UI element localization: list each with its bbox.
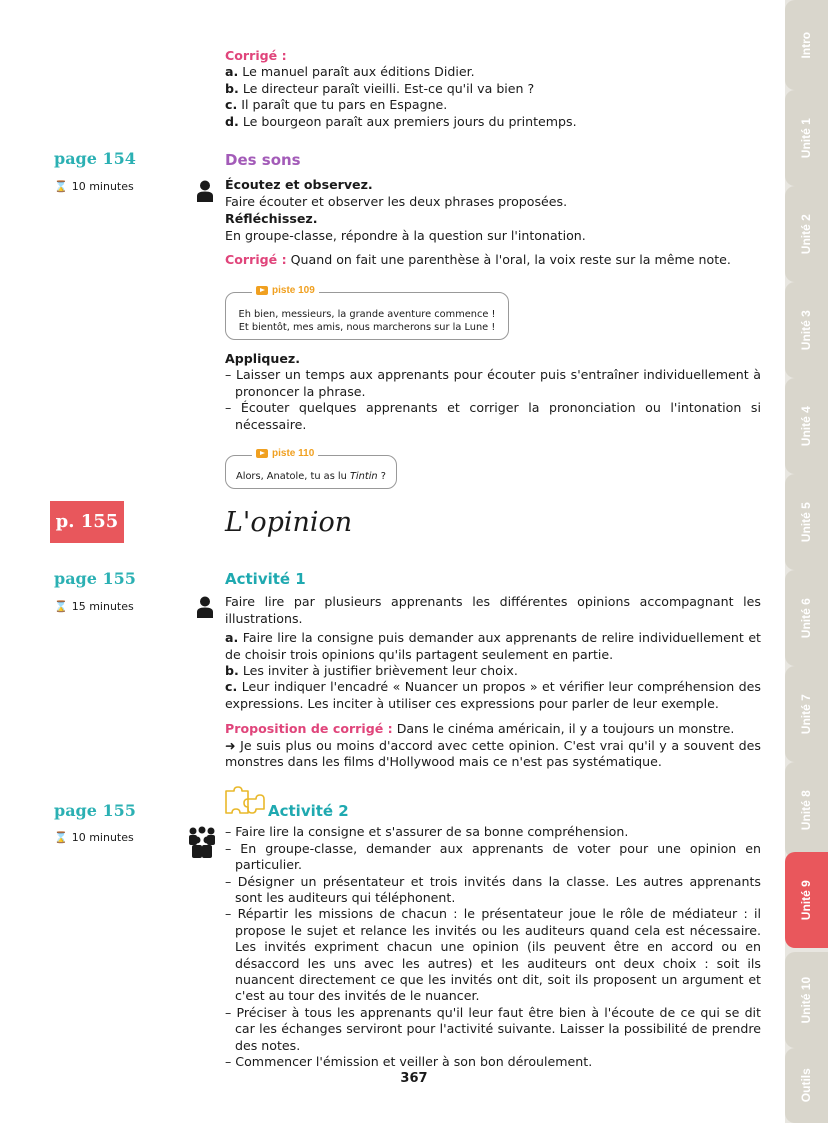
tab-label: Unité 1: [799, 117, 814, 159]
tab-label: Unité 5: [799, 501, 814, 543]
corrige-label: Corrigé :: [225, 48, 287, 63]
tab-label: Unité 9: [799, 879, 814, 921]
item-text: Leur indiquer l'encadré « Nuancer un propos » et vérifier leur compréhension des expressions. Les inciter à utiliser ces expressions pour parler de leur exemple.: [225, 679, 761, 711]
bubble-line: [226, 470, 396, 483]
item-text: Le directeur paraît vieilli. Est-ce qu'il va bien ?: [238, 80, 535, 96]
section-title: Des sons: [225, 151, 301, 169]
list-item: – Préciser à tous les apprenants qu'il leur faut être bien à l'écoute de ce qui se dit car les échanges serviront pour l'activité suivante. Laisser la possibilité de prendre des notes.: [225, 1004, 761, 1053]
bubble-line: Eh bien, messieurs, la grande aventure commence !: [238, 309, 496, 320]
tab-unite-7[interactable]: [785, 666, 828, 762]
corrige-item: [225, 81, 761, 97]
item-letter: a.: [225, 630, 239, 646]
corrige-line: [225, 252, 761, 268]
tab-label: Unité 3: [799, 309, 814, 351]
ecoutez-label: Écoutez et observez.: [225, 177, 373, 193]
hourglass-icon: ⌛: [54, 831, 68, 844]
duration-text: 15 minutes: [71, 600, 134, 613]
bubble-end: ?: [377, 471, 386, 482]
single-person-icon: [196, 180, 214, 202]
audio-track[interactable]: [252, 284, 319, 297]
page-number: 367: [400, 1071, 428, 1086]
proposition-text: Dans le cinéma américain, il y a toujours un monstre.: [392, 721, 735, 737]
item-text: Les inviter à justifier brièvement leur choix.: [238, 663, 518, 679]
tab-label: Intro: [799, 31, 814, 59]
ecoutez-text: Faire écouter et observer les deux phrases proposées.: [225, 193, 568, 209]
duration-text: 10 minutes: [71, 180, 134, 193]
activity-title: Activité 1: [225, 570, 306, 588]
duration-text: 10 minutes: [71, 831, 134, 844]
tab-unite-2[interactable]: [785, 186, 828, 282]
tab-unite-5[interactable]: [785, 474, 828, 570]
list-item: – Commencer l'émission et veiller à son bon déroulement.: [225, 1054, 593, 1070]
corrige-text: Quand on fait une parenthèse à l'oral, la voix reste sur la même note.: [286, 252, 731, 268]
proposition-line: [225, 721, 761, 737]
section-heading: L'opinion: [225, 507, 353, 538]
item-text: Il paraît que tu pars en Espagne.: [237, 97, 448, 113]
list-item: – Écouter quelques apprenants et corriger la prononciation ou l'intonation si nécessaire.: [225, 400, 761, 432]
reflechissez-label: Réfléchissez.: [225, 211, 318, 227]
audio-bubble: [225, 448, 397, 489]
corrige-item: [225, 114, 761, 130]
des-sons-section: [225, 152, 761, 268]
tab-unite-9[interactable]: [785, 852, 828, 948]
list-item: – Faire lire la consigne et s'assurer de sa bonne compréhension.: [225, 824, 629, 840]
list-item: – Désigner un présentateur et trois invités dans la classe. Les autres apprenants sont les auditeurs qui téléphonent.: [225, 873, 761, 906]
item-text: Faire lire la consigne puis demander aux apprenants de relire individuellement et de choisir trois opinions qu'ils partagent seulement en partie.: [225, 630, 761, 662]
item-letter: b.: [225, 80, 239, 96]
tab-unite-3[interactable]: [785, 282, 828, 378]
item-letter: a.: [225, 64, 239, 80]
list-item: – Laisser un temps aux apprenants pour écouter puis s'entraîner individuellement à prononcer la phrase.: [225, 367, 761, 399]
corrige-item: [225, 97, 761, 113]
item-letter: d.: [225, 113, 239, 129]
proposition-answer: ➜ Je suis plus ou moins d'accord avec cette opinion. C'est vrai qu'il y a souvent des monstres dans les films d'Hollywood mais ce n'est pas systématique.: [225, 737, 761, 770]
tab-unite-10[interactable]: [785, 952, 828, 1048]
corrige-item: [225, 64, 761, 80]
tab-unite-8[interactable]: [785, 762, 828, 858]
tab-unite-6[interactable]: [785, 570, 828, 666]
tab-label: Unité 6: [799, 597, 814, 639]
track-label: piste 109: [272, 285, 315, 296]
tab-unite-4[interactable]: [785, 378, 828, 474]
activity-title: Activité 2: [268, 802, 349, 820]
play-icon: [256, 449, 268, 458]
unit-tabs: [785, 0, 828, 1123]
appliquez-block: [225, 351, 761, 433]
activity-item: [225, 679, 761, 712]
corrige-label: Corrigé :: [225, 252, 287, 268]
bubble-italic: Tintin: [349, 471, 378, 482]
page-ref: page 155: [54, 569, 136, 588]
proposition-label: Proposition de corrigé :: [225, 721, 393, 737]
item-letter: c.: [225, 97, 238, 113]
tab-intro[interactable]: [785, 0, 828, 90]
appliquez-label: Appliquez.: [225, 351, 301, 366]
duration: [54, 599, 134, 615]
list-item: – Répartir les missions de chacun : le présentateur joue le rôle de médiateur : il propose le sujet et relance les invités ou les auditeurs quand cela est nécessaire. Les invités expriment chacun une opinion (ils peuvent être en accord ou en désaccord les uns avec les autres) et les auditeurs ont deux choix : soit ils nuancent directement ce que les invités ont dit, soit ils proposent un argument et c'est au tour des invités de le nuancer.: [225, 906, 761, 1004]
tab-label: Unité 8: [799, 789, 814, 831]
play-icon: [256, 286, 268, 295]
tab-label: Unité 7: [799, 693, 814, 735]
bubble-line: Et bientôt, mes amis, nous marcherons sur la Lune !: [238, 322, 496, 333]
intro-corrige: [225, 48, 761, 130]
item-text: Le manuel paraît aux éditions Didier.: [238, 64, 475, 80]
item-letter: c.: [225, 679, 238, 695]
activity-item: [225, 630, 761, 663]
item-letter: b.: [225, 663, 239, 679]
activite-2-section: [225, 803, 761, 1071]
activity-intro: Faire lire par plusieurs apprenants les différentes opinions accompagnant les illustrations.: [225, 594, 761, 626]
activite-1-section: [225, 571, 761, 770]
tab-label: Unité 10: [799, 976, 814, 1024]
duration: [54, 830, 134, 846]
reflechissez-text: En groupe-classe, répondre à la question sur l'intonation.: [225, 227, 586, 243]
hourglass-icon: ⌛: [54, 180, 68, 193]
page-badge: p. 155: [50, 501, 124, 543]
page-ref: page 154: [54, 149, 136, 168]
tab-label: Unité 2: [799, 213, 814, 255]
audio-bubble: [225, 285, 509, 340]
track-label: piste 110: [272, 448, 315, 459]
tab-unite-1[interactable]: [785, 90, 828, 186]
tab-label: Outils: [799, 1068, 814, 1103]
activity-item: [225, 663, 761, 679]
single-person-icon: [196, 596, 214, 618]
page-ref: page 155: [54, 801, 136, 820]
item-text: Le bourgeon paraît aux premiers jours du printemps.: [238, 113, 577, 129]
group-icon: [188, 826, 216, 858]
list-item: – En groupe-classe, demander aux apprenants de voter pour une opinion en particulier.: [225, 840, 761, 873]
tab-label: Unité 4: [799, 405, 814, 447]
bubble-text: Alors, Anatole, tu as lu: [236, 471, 350, 482]
duration: [54, 179, 134, 195]
hourglass-icon: ⌛: [54, 600, 68, 613]
audio-track[interactable]: [252, 447, 318, 460]
